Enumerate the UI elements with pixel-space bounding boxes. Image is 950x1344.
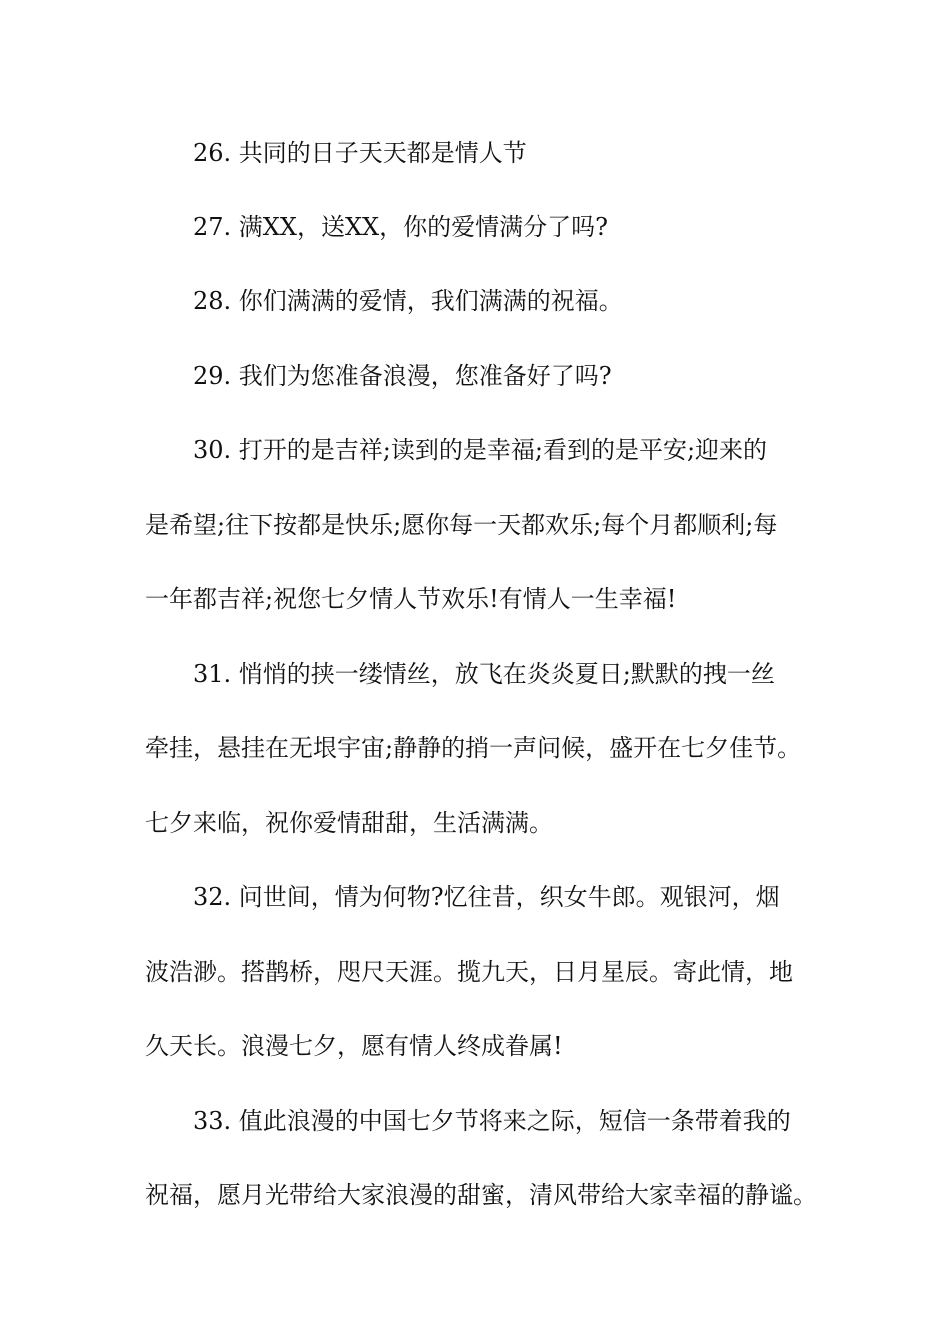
- text-line: 牵挂，悬挂在无垠宇宙;静静的捎一声问候，盛开在七夕佳节。: [145, 734, 802, 762]
- text-line: 33. 值此浪漫的中国七夕节将来之际，短信一条带着我的: [193, 1107, 791, 1135]
- text-line: 26. 共同的日子天天都是情人节: [193, 139, 527, 167]
- text-line: 30. 打开的是吉祥;读到的是幸福;看到的是平安;迎来的: [193, 436, 768, 464]
- text-line: 27. 满XX，送XX，你的爱情满分了吗?: [193, 213, 609, 241]
- text-line: 久天长。浪漫七夕，愿有情人终成眷属!: [145, 1032, 563, 1060]
- text-line: 七夕来临，祝你爱情甜甜，生活满满。: [145, 809, 553, 837]
- text-line: 32. 问世间，情为何物?忆往昔，织女牛郎。观银河，烟: [193, 883, 780, 911]
- text-line: 祝福，愿月光带给大家浪漫的甜蜜，清风带给大家幸福的静谧。: [145, 1181, 817, 1209]
- text-line: 28. 你们满满的爱情，我们满满的祝福。: [193, 287, 623, 315]
- text-line: 31. 悄悄的挟一缕情丝，放飞在炎炎夏日;默默的拽一丝: [193, 660, 775, 688]
- text-line: 一年都吉祥;祝您七夕情人节欢乐!有情人一生幸福!: [145, 585, 677, 613]
- text-line: 29. 我们为您准备浪漫，您准备好了吗?: [193, 362, 612, 390]
- text-line: 波浩渺。搭鹊桥，咫尺天涯。揽九天，日月星辰。寄此情，地: [145, 958, 793, 986]
- text-line: 是希望;往下按都是快乐;愿你每一天都欢乐;每个月都顺利;每: [145, 511, 778, 539]
